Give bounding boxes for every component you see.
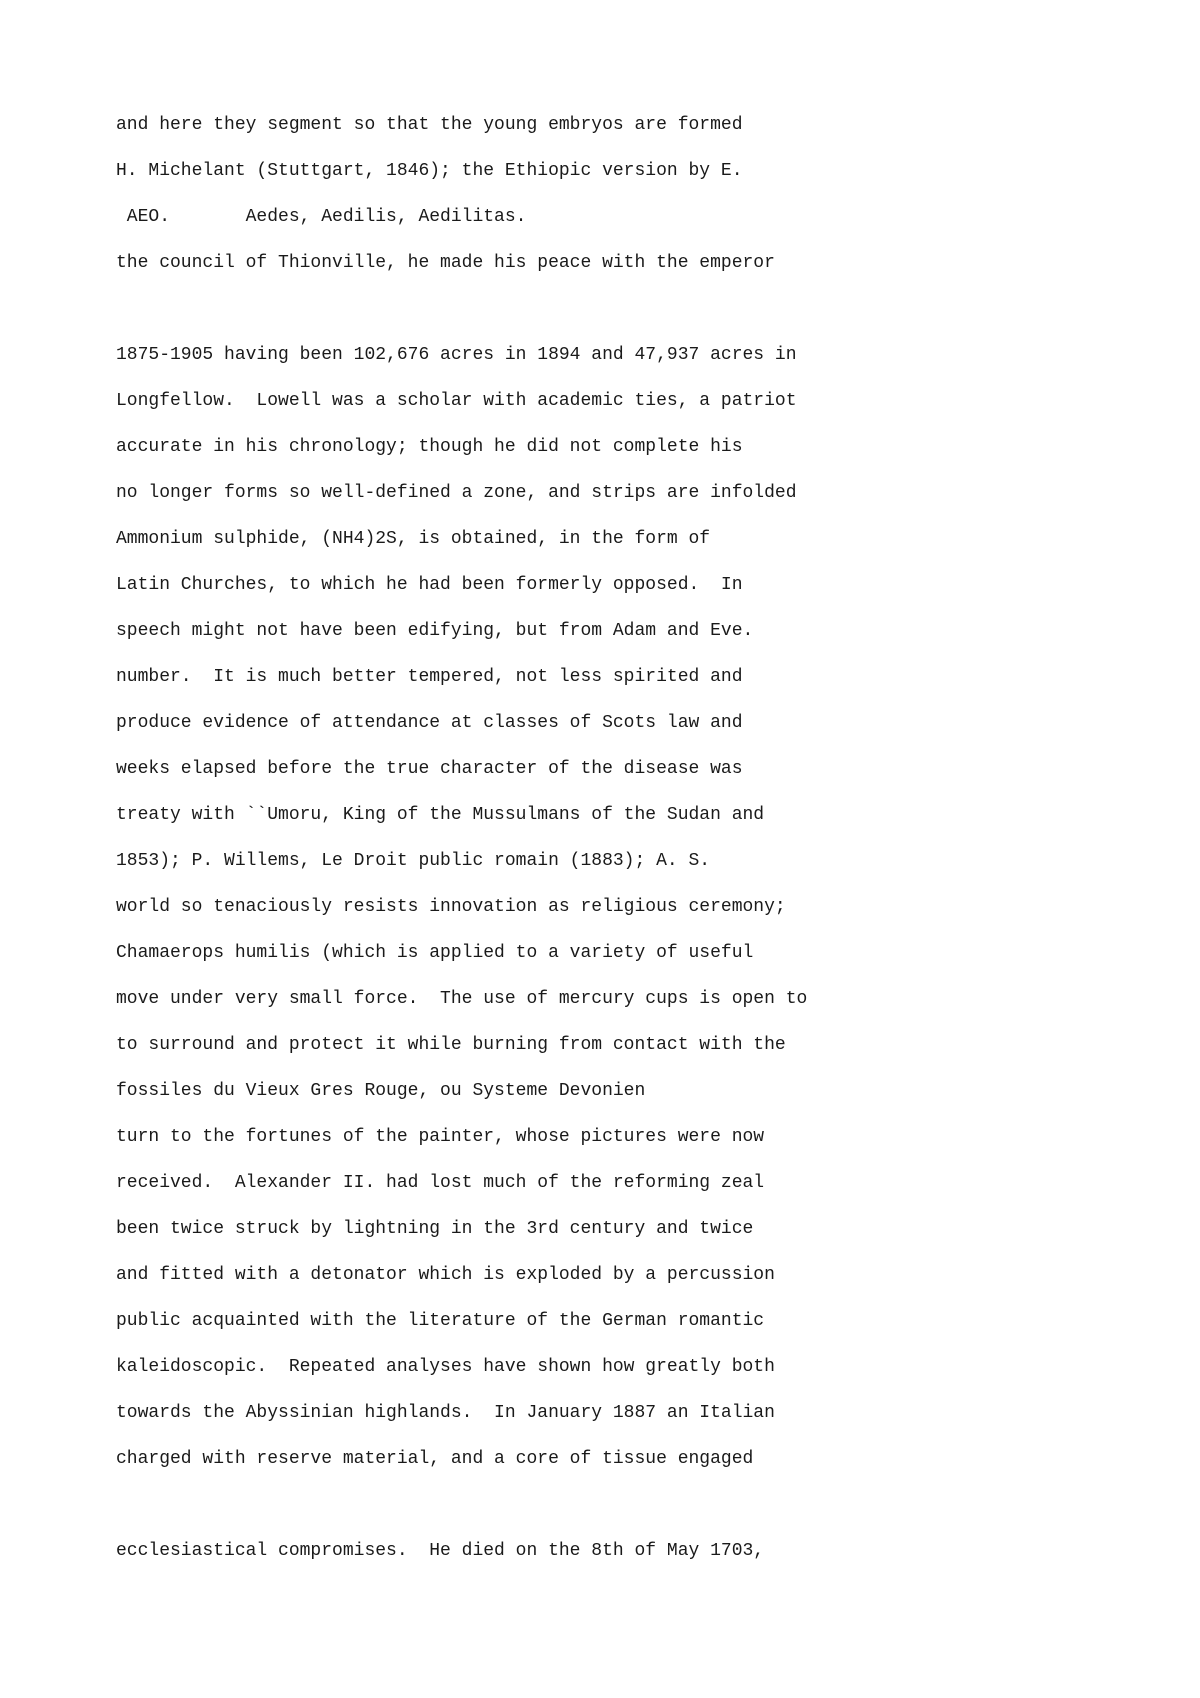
- text-line: Ammonium sulphide, (NH4)2S, is obtained, in the form of: [116, 529, 711, 549]
- text-line: to surround and protect it while burning from contact with the: [116, 1035, 786, 1055]
- text-line: Chamaerops humilis (which is applied to a variety of useful: [116, 943, 754, 963]
- text-line: speech might not have been edifying, but from Adam and Eve.: [116, 621, 754, 641]
- text-line: Latin Churches, to which he had been formerly opposed. In: [116, 575, 743, 595]
- text-line: 1853); P. Willems, Le Droit public romain (1883); A. S.: [116, 851, 711, 871]
- text-line: fossiles du Vieux Gres Rouge, ou Systeme Devonien: [116, 1081, 646, 1101]
- text-line: no longer forms so well-defined a zone, and strips are infolded: [116, 483, 797, 503]
- text-line: received. Alexander II. had lost much of the reforming zeal: [116, 1173, 765, 1193]
- text-line: the council of Thionville, he made his peace with the emperor: [116, 253, 775, 273]
- text-line: turn to the fortunes of the painter, whose pictures were now: [116, 1127, 765, 1147]
- text-line: produce evidence of attendance at classes of Scots law and: [116, 713, 743, 733]
- blank-line: [116, 296, 807, 342]
- text-line: treaty with ``Umoru, King of the Mussulmans of the Sudan and: [116, 805, 765, 825]
- text-line: and fitted with a detonator which is exploded by a percussion: [116, 1265, 775, 1285]
- text-line: number. It is much better tempered, not less spirited and: [116, 667, 743, 687]
- text-line: move under very small force. The use of mercury cups is open to: [116, 989, 808, 1009]
- text-line: ecclesiastical compromises. He died on the 8th of May 1703,: [116, 1541, 765, 1561]
- text-line: H. Michelant (Stuttgart, 1846); the Ethiopic version by E.: [116, 161, 743, 181]
- text-line: world so tenaciously resists innovation as religious ceremony;: [116, 897, 786, 917]
- text-line: kaleidoscopic. Repeated analyses have shown how greatly both: [116, 1357, 775, 1377]
- blank-line: [116, 1492, 807, 1538]
- document-text: [116, 112, 807, 1584]
- text-line: towards the Abyssinian highlands. In January 1887 an Italian: [116, 1403, 775, 1423]
- text-line: been twice struck by lightning in the 3rd century and twice: [116, 1219, 754, 1239]
- text-line: accurate in his chronology; though he did not complete his: [116, 437, 743, 457]
- text-line: weeks elapsed before the true character of the disease was: [116, 759, 743, 779]
- text-line: AEO. Aedes, Aedilis, Aedilitas.: [116, 207, 527, 227]
- text-line: 1875-1905 having been 102,676 acres in 1894 and 47,937 acres in: [116, 345, 797, 365]
- text-line: Longfellow. Lowell was a scholar with academic ties, a patriot: [116, 391, 797, 411]
- text-line: charged with reserve material, and a core of tissue engaged: [116, 1449, 754, 1469]
- text-line: and here they segment so that the young embryos are formed: [116, 115, 743, 135]
- text-line: public acquainted with the literature of the German romantic: [116, 1311, 765, 1331]
